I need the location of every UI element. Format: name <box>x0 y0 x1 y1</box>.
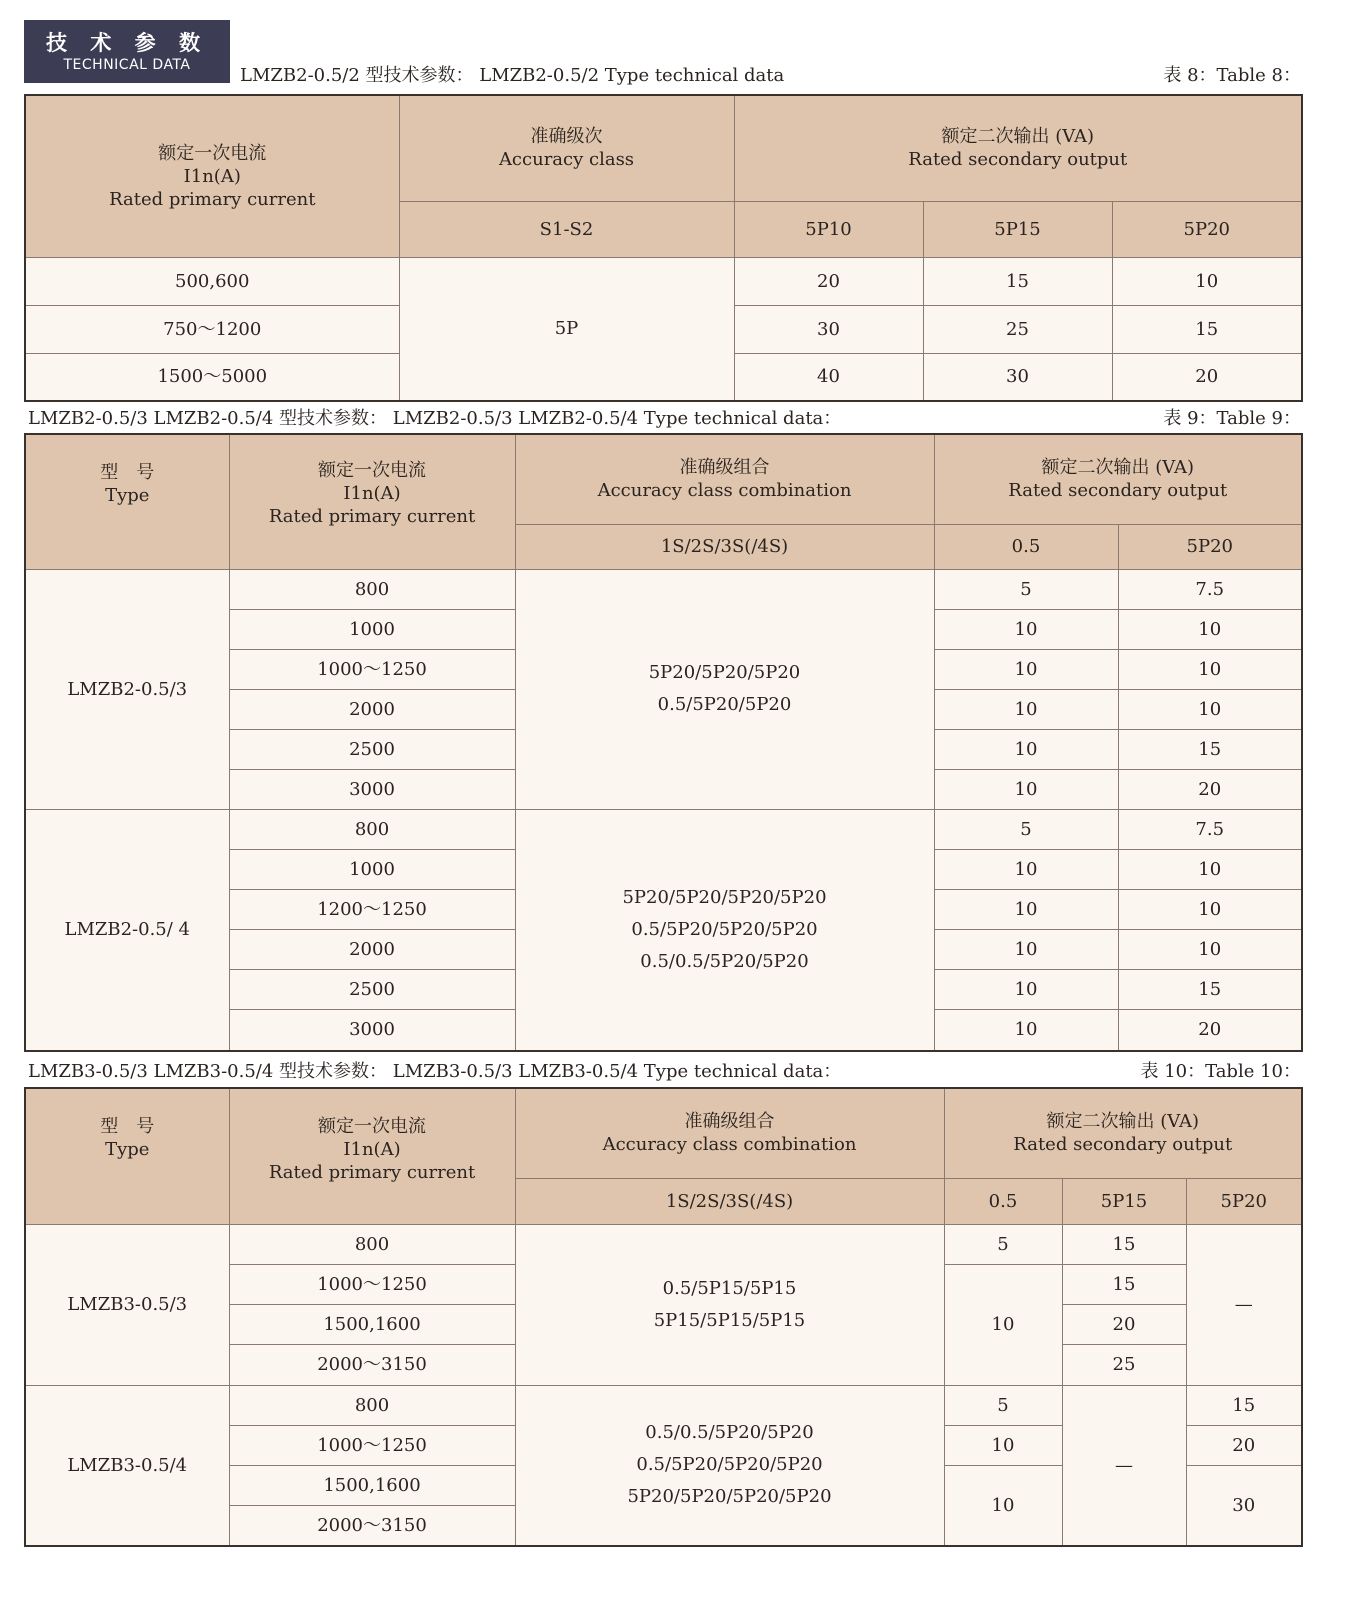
t9-cell: 10 <box>934 729 1118 769</box>
t10-current: 2000～3150 <box>229 1344 515 1385</box>
t10-cell: 15 <box>1062 1264 1186 1304</box>
t8-header-current: 额定一次电流 I1n(A) Rated primary current <box>25 95 399 257</box>
t9-cell: 10 <box>934 689 1118 729</box>
table8 <box>24 94 1303 402</box>
t9-combo: 5P20/5P20/5P20/5P20 0.5/5P20/5P20/5P20 0.5/0.5/5P20/5P20 <box>515 809 934 1051</box>
t8-header-5p20: 5P20 <box>1112 201 1302 257</box>
table10-title: LMZB3-0.5/3 LMZB3-0.5/4 型技术参数： LMZB3-0.5/3 LMZB3-0.5/4 Type technical data： <box>28 1061 842 1082</box>
table10-caption <box>24 1057 1301 1083</box>
t10-current: 800 <box>229 1224 515 1264</box>
t10-header-combo-sub: 1S/2S/3S(/4S) <box>515 1178 944 1224</box>
t8-cell: 15 <box>1112 305 1302 353</box>
t8-header-accuracy: 准确级次 Accuracy class <box>399 95 734 201</box>
table9-label: 表 9：Table 9： <box>1163 408 1301 429</box>
t8-cell: 10 <box>1112 257 1302 305</box>
t9-cell: 10 <box>934 609 1118 649</box>
t8-cell: 20 <box>734 257 923 305</box>
t9-current: 2500 <box>229 969 515 1009</box>
t9-cell: 10 <box>1118 849 1302 889</box>
t10-cell: 15 <box>1186 1385 1302 1425</box>
table10 <box>24 1087 1303 1547</box>
technical-data-badge <box>24 20 230 83</box>
t9-cell: 10 <box>934 769 1118 809</box>
t9-cell: 10 <box>1118 689 1302 729</box>
t10-current: 800 <box>229 1385 515 1425</box>
t10-cell: 10 <box>944 1465 1062 1546</box>
t10-cell: 30 <box>1186 1465 1302 1546</box>
t10-header-05: 0.5 <box>944 1178 1062 1224</box>
t10-combo: 0.5/5P15/5P15 5P15/5P15/5P15 <box>515 1224 944 1385</box>
t10-header-current: 额定一次电流 I1n(A) Rated primary current <box>229 1088 515 1224</box>
t10-header-output: 额定二次输出 (VA) Rated secondary output <box>944 1088 1302 1178</box>
table-row <box>25 257 1302 305</box>
t10-cell: 25 <box>1062 1344 1186 1385</box>
t9-cell: 10 <box>1118 929 1302 969</box>
t10-cell: 10 <box>944 1264 1062 1385</box>
t10-header-5p20: 5P20 <box>1186 1178 1302 1224</box>
t9-cell: 7.5 <box>1118 569 1302 609</box>
table8-title: LMZB2-0.5/2 型技术参数： LMZB2-0.5/2 Type technical data <box>240 65 785 86</box>
t8-cell: 20 <box>1112 353 1302 401</box>
t9-type: LMZB2-0.5/ 4 <box>25 809 229 1051</box>
t9-cell: 20 <box>1118 1009 1302 1051</box>
t8-cell: 15 <box>923 257 1112 305</box>
t10-cell: 20 <box>1186 1425 1302 1465</box>
t8-cell: 25 <box>923 305 1112 353</box>
t9-header-05: 0.5 <box>934 524 1118 569</box>
t9-current: 800 <box>229 809 515 849</box>
table9-title: LMZB2-0.5/3 LMZB2-0.5/4 型技术参数： LMZB2-0.5/3 LMZB2-0.5/4 Type technical data： <box>28 408 842 429</box>
table8-label: 表 8：Table 8： <box>1163 65 1301 86</box>
table-row <box>25 809 1302 849</box>
t9-header-type: 型 号 Type <box>25 434 229 569</box>
t8-cell: 30 <box>734 305 923 353</box>
t9-cell: 7.5 <box>1118 809 1302 849</box>
t8-header-5p10: 5P10 <box>734 201 923 257</box>
t9-current: 1000 <box>229 849 515 889</box>
t8-current: 750～1200 <box>25 305 399 353</box>
t9-header-current: 额定一次电流 I1n(A) Rated primary current <box>229 434 515 569</box>
t9-current: 2000 <box>229 689 515 729</box>
t10-cell: 20 <box>1062 1304 1186 1344</box>
t10-header-5p15: 5P15 <box>1062 1178 1186 1224</box>
t9-cell: 10 <box>934 889 1118 929</box>
table-row <box>25 1224 1302 1264</box>
t9-current: 3000 <box>229 769 515 809</box>
t9-cell: 10 <box>1118 889 1302 929</box>
t9-current: 1000～1250 <box>229 649 515 689</box>
t10-current: 1500,1600 <box>229 1304 515 1344</box>
t9-current: 800 <box>229 569 515 609</box>
t10-cell: 5 <box>944 1385 1062 1425</box>
table-row <box>25 1385 1302 1425</box>
t9-cell: 15 <box>1118 969 1302 1009</box>
t9-cell: 10 <box>934 1009 1118 1051</box>
t10-current: 1500,1600 <box>229 1465 515 1505</box>
t10-cell-dash: — <box>1062 1385 1186 1546</box>
t9-header-output: 额定二次输出 (VA) Rated secondary output <box>934 434 1302 524</box>
t10-current: 1000～1250 <box>229 1264 515 1304</box>
t8-header-s1s2: S1-S2 <box>399 201 734 257</box>
table8-caption <box>240 61 1301 87</box>
t9-header-5p20: 5P20 <box>1118 524 1302 569</box>
t8-accuracy-value: 5P <box>399 257 734 401</box>
t9-cell: 10 <box>934 929 1118 969</box>
t10-current: 1000～1250 <box>229 1425 515 1465</box>
t10-type: LMZB3-0.5/4 <box>25 1385 229 1546</box>
badge-title-cn: 技 术 参 数 <box>46 30 208 55</box>
t9-current: 3000 <box>229 1009 515 1051</box>
t9-header-combo: 准确级组合 Accuracy class combination <box>515 434 934 524</box>
t10-header-combo: 准确级组合 Accuracy class combination <box>515 1088 944 1178</box>
t9-cell: 10 <box>934 849 1118 889</box>
t10-header-type: 型 号 Type <box>25 1088 229 1224</box>
t10-cell-dash: — <box>1186 1224 1302 1385</box>
t9-cell: 10 <box>1118 609 1302 649</box>
t9-cell: 5 <box>934 809 1118 849</box>
table9-caption <box>24 404 1301 430</box>
t9-cell: 10 <box>934 649 1118 689</box>
t8-current: 1500～5000 <box>25 353 399 401</box>
t10-combo: 0.5/0.5/5P20/5P20 0.5/5P20/5P20/5P20 5P20/5P20/5P20/5P20 <box>515 1385 944 1546</box>
t10-cell: 5 <box>944 1224 1062 1264</box>
t9-type: LMZB2-0.5/3 <box>25 569 229 809</box>
t9-combo: 5P20/5P20/5P20 0.5/5P20/5P20 <box>515 569 934 809</box>
t10-type: LMZB3-0.5/3 <box>25 1224 229 1385</box>
t9-cell: 20 <box>1118 769 1302 809</box>
t8-header-output: 额定二次输出 (VA) Rated secondary output <box>734 95 1302 201</box>
t9-current: 2500 <box>229 729 515 769</box>
t9-current: 1200～1250 <box>229 889 515 929</box>
table10-label: 表 10：Table 10： <box>1140 1061 1301 1082</box>
t10-cell: 15 <box>1062 1224 1186 1264</box>
t9-cell: 10 <box>1118 649 1302 689</box>
t9-current: 2000 <box>229 929 515 969</box>
t8-current: 500,600 <box>25 257 399 305</box>
t8-cell: 30 <box>923 353 1112 401</box>
t10-current: 2000～3150 <box>229 1505 515 1546</box>
t8-cell: 40 <box>734 353 923 401</box>
t9-current: 1000 <box>229 609 515 649</box>
t9-cell: 5 <box>934 569 1118 609</box>
badge-title-en: TECHNICAL DATA <box>63 56 191 73</box>
t9-cell: 10 <box>934 969 1118 1009</box>
t8-header-5p15: 5P15 <box>923 201 1112 257</box>
t10-cell: 10 <box>944 1425 1062 1465</box>
table-row <box>25 569 1302 609</box>
table9 <box>24 433 1303 1052</box>
t9-header-combo-sub: 1S/2S/3S(/4S) <box>515 524 934 569</box>
t9-cell: 15 <box>1118 729 1302 769</box>
